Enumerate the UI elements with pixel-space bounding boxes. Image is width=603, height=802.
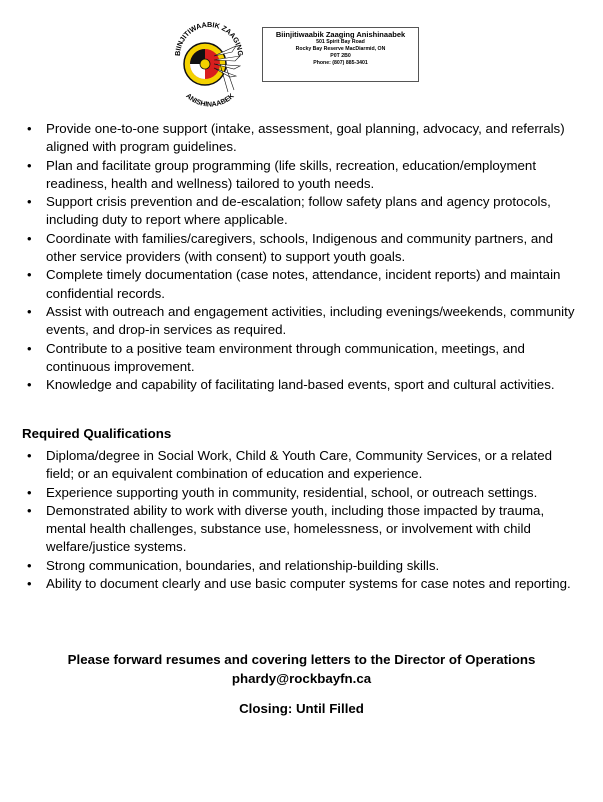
list-item: • Contribute to a positive team environment through communication, meetings, and continuous improvement.	[27, 340, 525, 374]
list-item: • Plan and facilitate group programming (life skills, recreation, education/employment readiness, health and wellness) tailored to youth needs.	[27, 157, 537, 191]
list-item: • Support crisis prevention and de-escalation; follow safety plans and agency protocols, including duty to report where applicable.	[27, 194, 551, 228]
duties-list	[22, 120, 582, 394]
logo-text-top: BIINJITIWAABIK ZAAGING	[172, 19, 246, 57]
svg-text:ANISHINAABEK	[184, 93, 235, 109]
bullet-icon: •	[27, 340, 32, 356]
list-item: • Provide one-to-one support (intake, assessment, goal planning, advocacy, and referrals) aligned with program guidelines.	[27, 121, 565, 155]
bullet-icon: •	[27, 557, 32, 573]
bullet-icon: •	[27, 502, 32, 518]
list-item: • Assist with outreach and engagement activities, including evenings/weekends, community events, and drop-in services as required.	[27, 303, 575, 338]
postal-code: P0T 2B0	[330, 53, 351, 59]
list-item: • Coordinate with families/caregivers, schools, Indigenous and community partners, and other service providers (with consent) to support youth goals.	[27, 230, 554, 265]
qualifications-heading: Required Qualifications	[22, 426, 172, 441]
list-item: • Experience supporting youth in community, residential, school, or outreach settings.	[22, 484, 582, 502]
bullet-icon: •	[27, 267, 32, 283]
closing-date: Closing: Until Filled	[239, 701, 364, 716]
phone-number: Phone: (807) 885-3401	[313, 60, 368, 66]
address-box	[262, 27, 419, 82]
bullet-icon: •	[27, 484, 32, 500]
org-name: Biinjitiwaabik Zaaging Anishinaabek	[275, 30, 406, 39]
bullet-icon: •	[27, 230, 32, 246]
forward-instructions: Please forward resumes and covering letters to the Director of Operations	[67, 652, 536, 667]
list-item: • Ability to document clearly and use basic computer systems for case notes and reporting.	[22, 575, 582, 593]
list-item: • Demonstrated ability to work with diverse youth, including those impacted by trauma, mental health challenges, substance use, homelessness, or involvement with child welfare/justice systems.	[27, 502, 545, 555]
bullet-icon: •	[27, 157, 32, 173]
address-line-2: Rocky Bay Reserve MacDiarmid, ON	[295, 46, 386, 52]
bullet-icon: •	[27, 121, 32, 136]
list-item: • Knowledge and capability of facilitating land-based events, sport and cultural activities.	[22, 376, 582, 394]
bullet-icon: •	[27, 576, 32, 592]
list-item: • Diploma/degree in Social Work, Child & Youth Care, Community Services, or a related field; or an equivalent combination of education and experience.	[27, 448, 553, 482]
list-item: • Strong communication, boundaries, and relationship-building skills.	[22, 557, 582, 575]
bullet-icon: •	[27, 303, 32, 319]
bullet-icon: •	[27, 377, 32, 393]
qualifications-list	[22, 447, 582, 593]
logo-text-bottom: ANISHINAABEK	[184, 92, 236, 109]
bullet-icon: •	[27, 194, 32, 210]
list-item: • Complete timely documentation (case notes, attendance, incident reports) and maintain confidential records.	[27, 267, 561, 301]
bullet-icon: •	[27, 448, 32, 463]
address-line-1: 501 Spirit Bay Road	[316, 39, 365, 45]
org-logo	[170, 6, 248, 114]
contact-email: phardy@rockbayfn.ca	[231, 671, 372, 686]
